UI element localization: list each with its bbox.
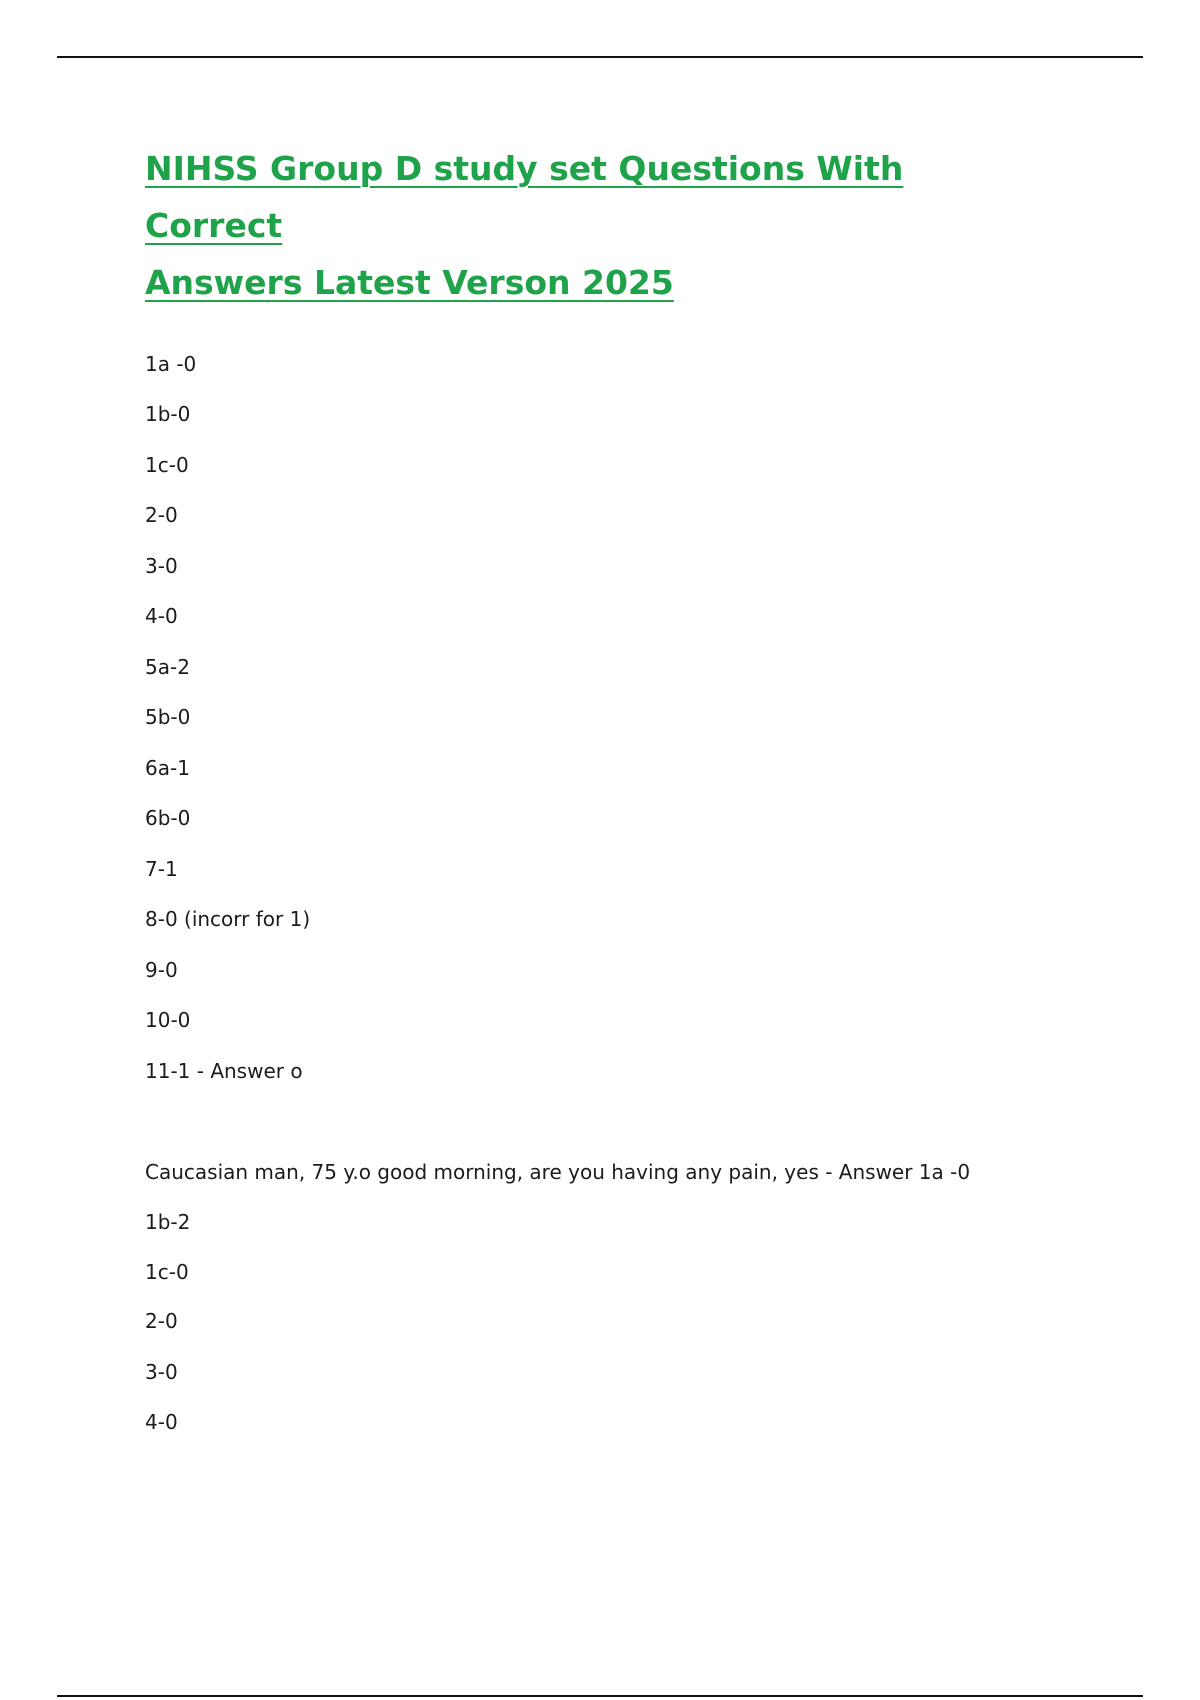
title-line-2: Answers Latest Verson 2025 bbox=[145, 263, 674, 302]
title-line-1: NIHSS Group D study set Questions With Correct bbox=[145, 149, 904, 245]
answer-line: 3-0 bbox=[145, 1360, 178, 1384]
answer-line: 4-0 bbox=[145, 1410, 178, 1434]
answer-line: 9-0 bbox=[145, 958, 178, 982]
answer-line: 2-0 bbox=[145, 1309, 178, 1333]
answer-line: 3-0 bbox=[145, 554, 178, 578]
bottom-rule bbox=[57, 1695, 1143, 1697]
document-title bbox=[145, 140, 1045, 311]
answer-line: 1b-0 bbox=[145, 402, 191, 426]
answer-line: 7-1 bbox=[145, 857, 178, 881]
answer-line: 4-0 bbox=[145, 604, 178, 628]
question-line: Caucasian man, 75 y.o good morning, are you having any pain, yes - Answer 1a -0 bbox=[145, 1160, 971, 1184]
answer-line: 1b-2 bbox=[145, 1210, 191, 1234]
answer-line: 1c-0 bbox=[145, 1260, 189, 1284]
answer-line: 2-0 bbox=[145, 503, 178, 527]
answer-line: 5b-0 bbox=[145, 705, 191, 729]
answer-line: 5a-2 bbox=[145, 655, 190, 679]
answer-line: 1a -0 bbox=[145, 352, 197, 376]
answer-line: 6b-0 bbox=[145, 806, 191, 830]
answer-line: 11-1 - Answer o bbox=[145, 1059, 303, 1083]
answer-line: 8-0 (incorr for 1) bbox=[145, 907, 311, 931]
top-rule bbox=[57, 56, 1143, 58]
answer-line: 1c-0 bbox=[145, 453, 189, 477]
answer-line: 6a-1 bbox=[145, 756, 190, 780]
answer-line: 10-0 bbox=[145, 1008, 191, 1032]
